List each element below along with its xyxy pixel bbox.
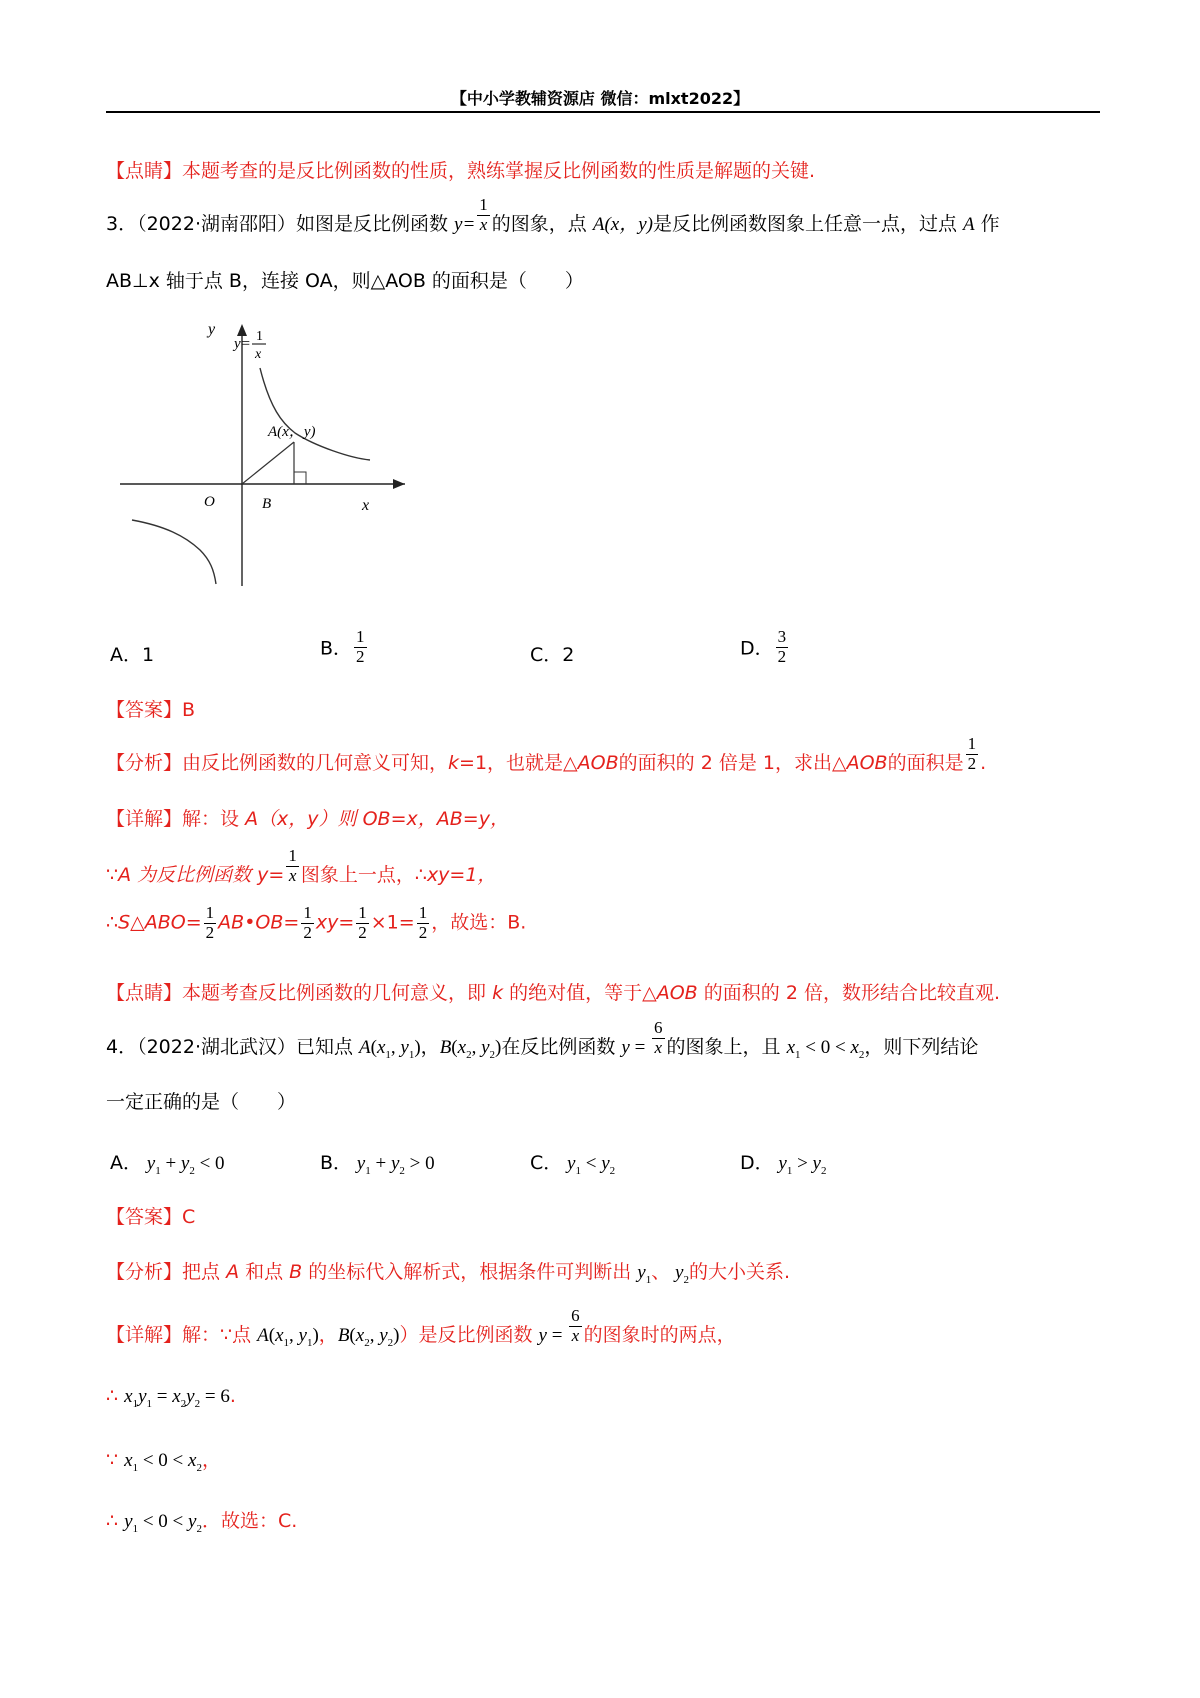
header-rule [106,111,1100,113]
q3-analysis: 【分析】由反比例函数的几何意义可知，k=1，也就是△AOB的面积的 2 倍是 1，求出△AOB的面积是 $\frac{1}{2}$ . [106,734,987,774]
q3-detail-l1: 【详解】解：设 A（x，y）则 OB=x，AB=y， [106,808,509,830]
label-func-num: 1 [256,329,263,344]
q3-y: y= [454,214,476,235]
page-header: 【中小学教辅资源店 微信：mlxt2022】 [450,89,750,108]
q4-option-c: C． $y_1 < y_2$ [530,1152,616,1177]
label-y: y [208,321,216,338]
q4-answer: 【答案】C [106,1206,196,1228]
q3-option-d: D． $\frac{3}{2}$ [740,627,787,666]
q3-A: A [963,214,975,235]
q4-line1: 4．（2022·湖北武汉）已知点 $A(x_1$, $y_1$)，$B(x_2$, $y_2$)在反比例函数 y = $\frac{6}{x}$ 的图象上，且 $x_1 < 0 < x_2$，则下列结论 [106,1018,979,1061]
q3-option-a: A．1 [110,644,155,666]
q3-detail-l3: ∴S△ABO= $\frac{1}{2}$ AB•OB= $\frac{1}{2}$ xy= $\frac{1}{2}$ ×1= $\frac{1}{2}$ ，故选：B. [106,903,527,942]
q4-option-a: A． $y_1 + y_2 < 0$ [110,1152,225,1177]
label-A: A(x，y) [268,424,316,440]
q3-dianjing: 【点睛】本题考查反比例函数的几何意义，即 k 的绝对值，等于△AOB 的面积的 2 倍，数形结合比较直观. [106,982,1000,1004]
q3-text-b: 的图象，点 [491,213,593,235]
q4-line2: 一定正确的是（ ） [106,1091,297,1113]
q4-detail-l4: ∴ $y_1 < 0 < y_2$．故选：C. [106,1510,298,1535]
q3-line2: AB⊥x 轴于点 B，连接 OA，则△AOB 的面积是（ ） [106,270,584,292]
label-B: B [262,496,272,512]
label-func-y: y= [234,336,251,352]
q4-option-d: D． $y_1 > y_2$ [740,1152,827,1177]
q3-text: 3．（2022·湖南邵阳）如图是反比例函数 [106,213,455,235]
q3-pointA: A(x，y) [592,214,653,235]
right-angle-mark [294,472,306,484]
segment-OA [242,442,294,484]
q4-detail-l2: ∴ $x_1y_1 = x_2y_2 = 6$. [106,1385,236,1410]
q3-text-d: 作 [974,213,1000,235]
label-O: O [204,494,215,510]
q4-option-b: B． $y_1 + y_2 > 0$ [320,1152,435,1177]
q4-analysis: 【分析】把点 A 和点 B 的坐标代入解析式，根据条件可判断出 $y_1$、 $y_2$的大小关系. [106,1261,790,1286]
dianjing-1 [106,156,815,183]
q3-graph [110,318,410,588]
q3-line1 [106,195,1000,236]
q3-option-b: B． $\frac{1}{2}$ [320,627,365,666]
dianjing-tag: 【点睛】 [106,160,183,182]
x-axis-arrow [393,479,405,489]
y-axis-arrow [237,324,247,336]
q4-detail-l1: 【详解】解：∵点 $A(x_1$, $y_1$)，$B(x_2$, $y_2$)）是反比例函数 y = $\frac{6}{x}$ 的图象时的两点， [106,1306,736,1349]
label-func-den: x [255,347,262,362]
q3-text-c: 是反比例函数图象上任意一点，过点 [652,213,964,235]
q4-detail-l3: ∵ $x_1 < 0 < x_2$， [106,1449,221,1474]
q3-frac: $\frac{1}{x}$ [479,195,488,234]
curve-q1 [260,368,370,460]
q3-answer: 【答案】B [106,699,196,721]
q3-option-c: C．2 [530,644,575,666]
q3-detail-l2: ∵A 为反比例函数 y= $\frac{1}{x}$ 图象上一点，∴xy=1， [106,846,497,886]
dianjing-text: 本题考查的是反比例函数的性质，熟练掌握反比例函数的性质是解题的关键. [182,160,816,182]
curve-q3 [132,520,216,584]
label-x: x [362,497,370,514]
